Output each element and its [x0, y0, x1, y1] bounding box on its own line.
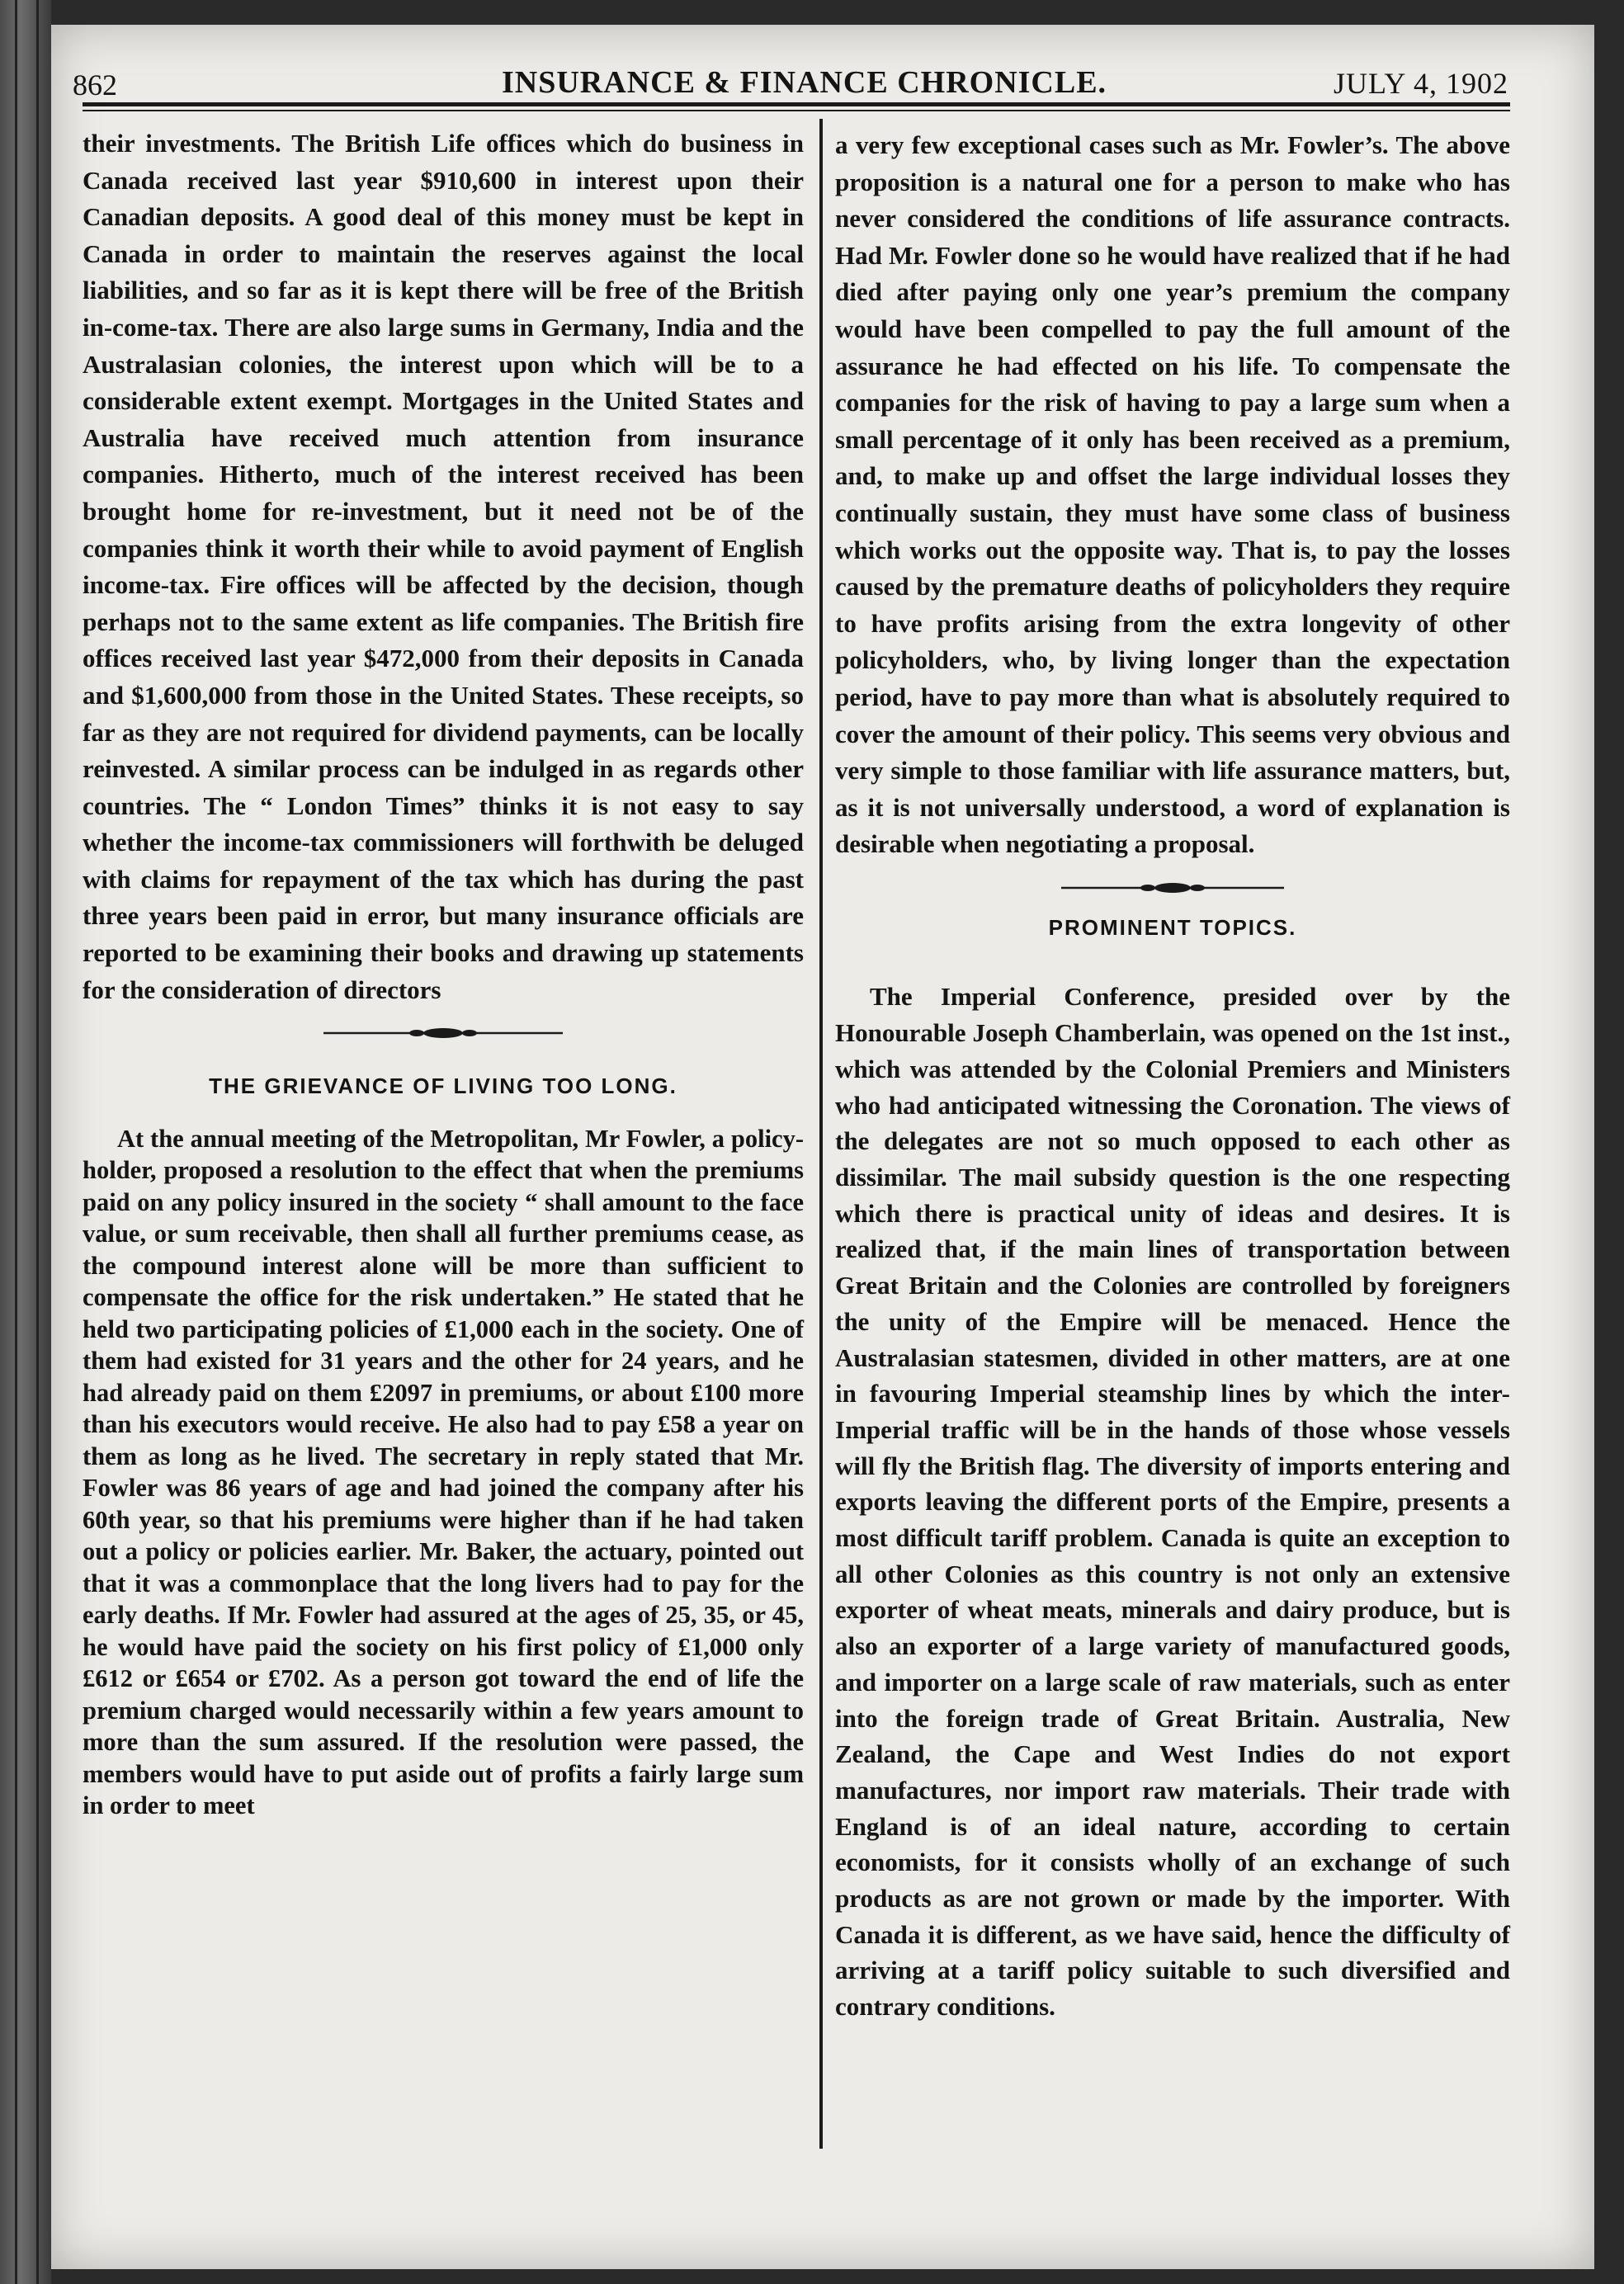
article-continuation-paragraph: their investments. The British Life offices which do business in Canada received last year $910,600 in interest upon their Canadian deposits. A good deal of this money must be kept in Canada in order to maintain the reserves against the local liabilities, and so far as it is kept there will be free of the British in-come-tax. There are also large sums in Germany, India and the Australasian colonies, the interest upon which will be to a considerable extent exempt. Mortgages in the United States and Australia have received much attention from insurance companies. Hitherto, much of the interest received has been brought home for re-investment, but it need not be of the companies think it worth their while to avoid payment of English income-tax. Fire offices will be affected by the decision, though perhaps not to the same extent as life companies. The British fire offices received last year $472,000 from their deposits in Canada and $1,600,000 from those in the United States. These receipts, so far as they are not required for dividend payments, can be locally reinvested. A similar process can be indulged in as regards other countries. The “ London Times” thinks it is not easy to say whether the income-tax commissioners will forthwith be deluged with claims for repayment of the tax which has during the past three years been paid in error, but many insurance officials are reported to be examining their books and drawing up statements for the consideration of directors [83, 129, 804, 1004]
page-number: 862 [73, 68, 117, 101]
column-divider [819, 119, 823, 2149]
publication-title: INSURANCE & FINANCE CHRONICLE. [502, 65, 1107, 100]
grievance-article-paragraph: At the annual meeting of the Metropolitan, Mr Fowler, a policy-holder, proposed a resolution to the effect that when the premiums paid on any policy insured in the society “ shall amount to the face value, or sum receivable, then shall all further premiums cease, as the compound interest alone will be more than sufficient to compensate the office for the risk undertaken.” He stated that he held two participating policies of £1,000 each in the society. One of them had existed for 31 years and the other for 24 years, and he had already paid on them £2097 in premiums, or about £100 more than his executors would receive. He also had to pay £58 a year on them as long as he lived. The secretary in reply stated that Mr. Fowler was 86 years of age and had joined the company after his 60th year, so that his premiums were higher than if he had taken out a policy or policies earlier. Mr. Baker, the actuary, pointed out that it was a commonplace that the long livers had to pay for the early deaths. If Mr. Fowler had assured at the ages of 25, 35, or 45, he would have paid the society on his first policy of £1,000 only £612 or £654 or £702. As a person got toward the end of life the premium charged would necessarily within a few years amount to more than the sum assured. If the resolution were passed, the members would have to put aside out of profits a fairly large sum in order to meet [83, 1124, 804, 1820]
header-rule-bottom [83, 110, 1510, 111]
section-ornament [1061, 881, 1284, 894]
right-column [835, 127, 1510, 2025]
scan-binding-edge [0, 0, 51, 2284]
section-heading-grievance: THE GRIEVANCE OF LIVING TOO LONG. [209, 1074, 677, 1099]
grievance-article-continuation: a very few exceptional cases such as Mr. Fowler’s. The above proposition is a natural one for a person to make who has never considered the conditions of life assurance contracts. Had Mr. Fowler done so he would have realized that if he had died after paying only one year’s premium the company would have been compelled to pay the full amount of the assurance he had effected on his life. To compensate the companies for the risk of having to pay a large sum when a small percentage of it only has been received as a premium, and, to make up and offset the large individual losses they continually sustain, they must have some class of business which works out the opposite way. That is, to pay the losses caused by the premature deaths of policyholders they require to have profits arising from the extra longevity of other policyholders, who, by living longer than the expectation period, have to pay more than what is absolutely required to cover the amount of their policy. This seems very obvious and very simple to those familiar with life assurance matters, but, as it is not universally understood, a word of explanation is desirable when negotiating a proposal. [835, 130, 1510, 859]
prominent-topics-paragraph: The Imperial Conference, presided over by the Honourable Joseph Chamberlain, was opened on the 1st inst., which was attended by the Colonial Premiers and Ministers who had anticipated witnessing the Coronation. The views of the delegates are not so much opposed to each other as dissimilar. The mail subsidy question is the one respecting which there is practical unity of ideas and desires. It is realized that, if the main lines of transportation between Great Britain and the Colonies are controlled by foreigners the unity of the Empire will be menaced. Hence the Australasian statesmen, divided in other matters, are at one in favouring Imperial steamship lines by which the inter-Imperial traffic will be in the hands of those whose vessels will fly the British flag. The diversity of imports entering and exports leaving the different ports of the Empire, presents a most difficult tariff problem. Canada is quite an exception to all other Colonies as this country is not only an extensive exporter of wheat meats, minerals and dairy produce, but is also an exporter of a large variety of manufactured goods, and importer on a large scale of raw materials, such as enter into the foreign trade of Great Britain. Australia, New Zealand, the Cape and West Indies do not export manufactures, nor import raw materials. Their trade with England is of an ideal nature, according to certain economists, for it consists wholly of an exchange of such products as are not grown or made by the importer. With Canada it is different, as we have said, hence the difficulty of arriving at a tariff policy suitable to such diversified and contrary conditions. [835, 982, 1510, 2022]
header-rule-top [83, 102, 1510, 106]
left-column [83, 125, 804, 1822]
section-heading-prominent-topics: PROMINENT TOPICS. [1048, 914, 1297, 940]
section-ornament [323, 1026, 563, 1040]
page-header [73, 53, 1508, 102]
issue-date: JULY 4, 1902 [1333, 67, 1508, 100]
